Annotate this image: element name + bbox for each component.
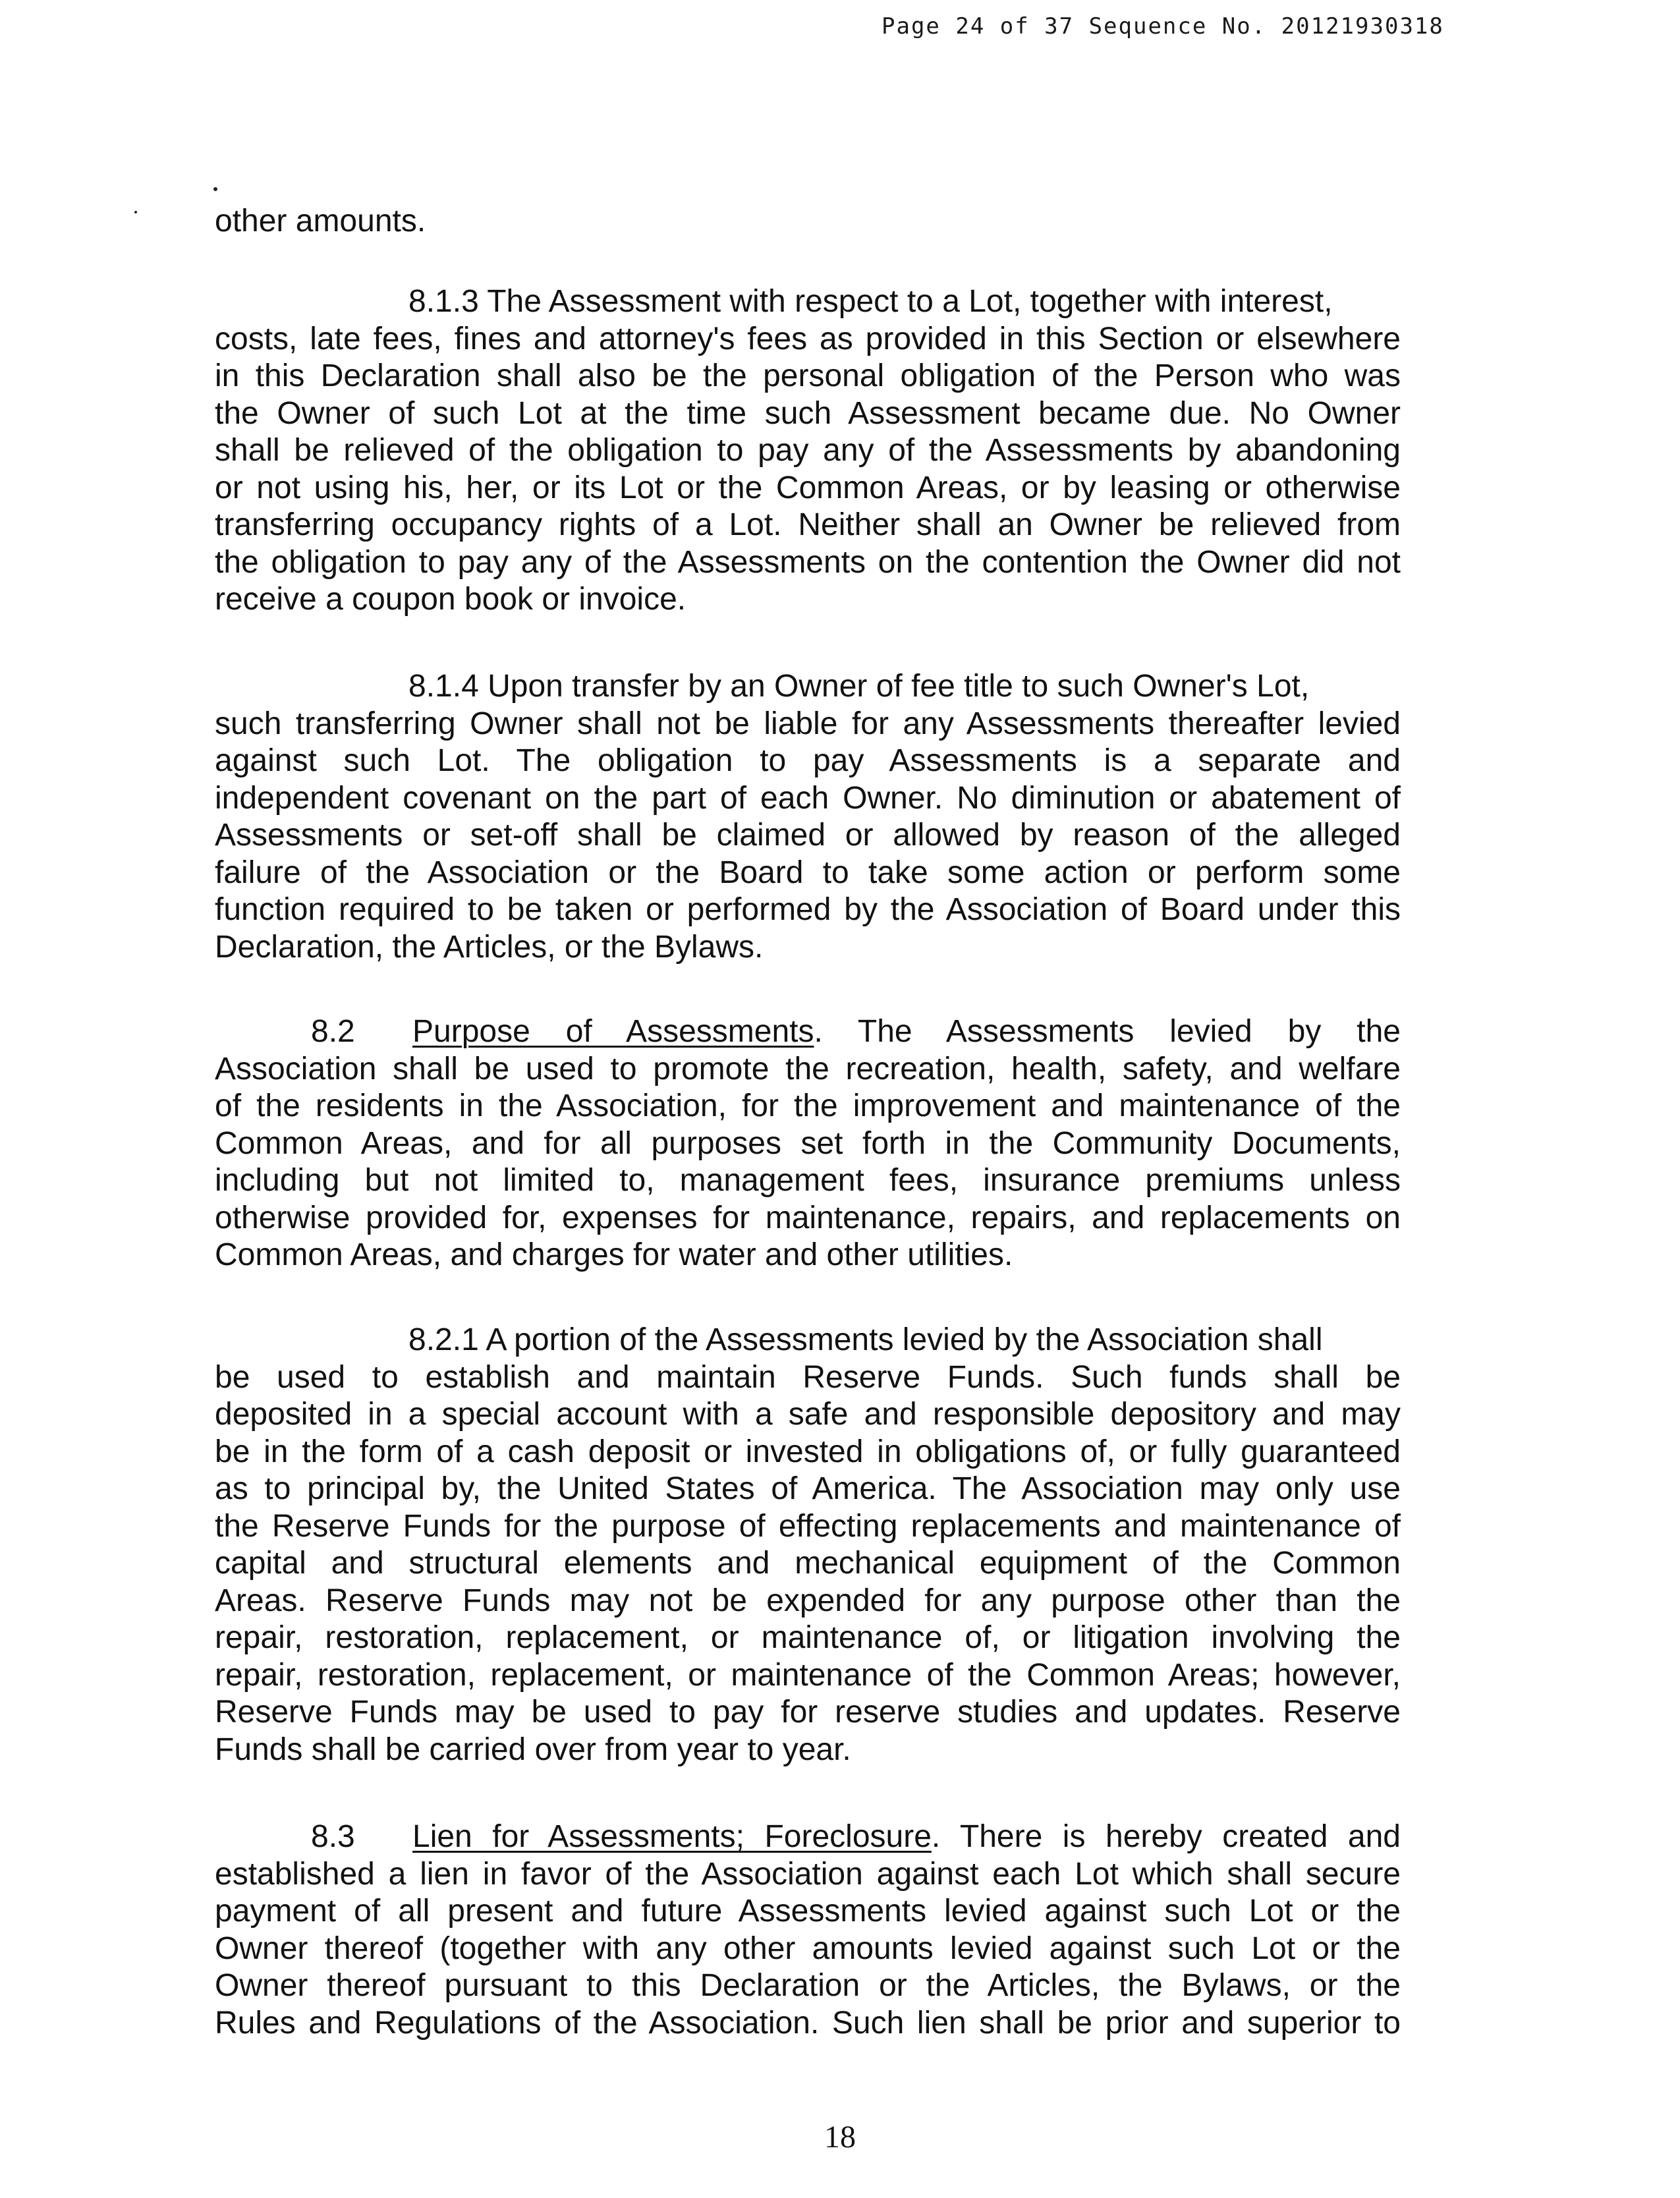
text-line: independent covenant on the part of each Owner. No diminution or abatement of — [215, 780, 1401, 816]
text-line: Areas. Reserve Funds may not be expended for any purpose other than the — [215, 1583, 1401, 1618]
text-line: capital and structural elements and mechanical equipment of the Common — [215, 1546, 1401, 1581]
text-line: including but not limited to, management fees, insurance premiums unless — [215, 1163, 1401, 1198]
section-8-3 — [215, 1818, 1401, 2042]
text-line: against such Lot. The obligation to pay Assessments is a separate and — [215, 743, 1401, 778]
page-number: 18 — [824, 2120, 856, 2155]
text-line: Funds shall be carried over from year to year. — [215, 1732, 851, 1767]
text-line: the obligation to pay any of the Assessments on the contention the Owner did not — [215, 544, 1401, 580]
text-line: the Owner of such Lot at the time such Assessment became due. No Owner — [215, 395, 1401, 431]
text-line: 8.2.1 A portion of the Assessments levied by the Association shall — [408, 1322, 1323, 1357]
paragraph-continuation — [215, 203, 1401, 240]
scan-speck — [213, 187, 217, 191]
text-line: Owner thereof (together with any other amounts levied against such Lot or the — [215, 1930, 1401, 1966]
text-line: failure of the Association or the Board to take some action or perform some — [215, 855, 1401, 890]
section-first-line-tail: . The Assessments levied by the — [814, 1014, 1401, 1049]
text-line: function required to be taken or performed by the Association of Board under this — [215, 892, 1401, 927]
text-line: Owner thereof pursuant to this Declaration or the Articles, the Bylaws, or the — [215, 1968, 1401, 2003]
text-line: Reserve Funds may be used to pay for reserve studies and updates. Reserve — [215, 1695, 1401, 1730]
text-line: be in the form of a cash deposit or invested in obligations of, or fully guaranteed — [215, 1434, 1401, 1469]
section-first-line — [215, 1013, 1401, 1051]
text-line: transferring occupancy rights of a Lot. Neither shall an Owner be relieved from — [215, 507, 1401, 542]
text-line: repair, restoration, replacement, or maintenance of, or litigation involving the — [215, 1620, 1401, 1655]
paragraph-8-1-3 — [215, 283, 1401, 619]
text-line: Rules and Regulations of the Association. Such lien shall be prior and superior to — [215, 2005, 1401, 2041]
paragraph-8-1-4 — [215, 668, 1401, 966]
text-line: established a lien in favor of the Association against each Lot which shall secure — [215, 1856, 1401, 1892]
text-line: Common Areas, and for all purposes set forth in the Community Documents, — [215, 1125, 1401, 1161]
section-first-line-tail: . There is hereby created and — [931, 1819, 1401, 1854]
text-line: Assessments or set-off shall be claimed or allowed by reason of the alleged — [215, 818, 1401, 853]
text-line: or not using his, her, or its Lot or the Common Areas, or by leasing or otherwise — [215, 470, 1401, 505]
text-line: as to principal by, the United States of America. The Association may only use — [215, 1471, 1401, 1506]
text-line: Common Areas, and charges for water and other utilities. — [215, 1237, 1013, 1272]
section-number: 8.2 — [311, 1014, 355, 1049]
text-line: the Reserve Funds for the purpose of effecting replacements and maintenance of — [215, 1508, 1401, 1544]
text-line: Declaration, the Articles, or the Bylaws. — [215, 929, 764, 965]
section-8-2 — [215, 1013, 1401, 1274]
text-line: receive a coupon book or invoice. — [215, 582, 686, 617]
text-line: otherwise provided for, expenses for maintenance, repairs, and replacements on — [215, 1200, 1401, 1235]
text-line: Association shall be used to promote the recreation, health, safety, and welfare — [215, 1051, 1401, 1086]
text-line: in this Declaration shall also be the personal obligation of the Person who was — [215, 358, 1401, 393]
text-line: costs, late fees, fines and attorney's fees as provided in this Section or elsewhere — [215, 321, 1401, 356]
text-line: 8.1.3 The Assessment with respect to a Lot, together with interest, — [408, 284, 1333, 319]
text-line: shall be relieved of the obligation to pay any of the Assessments by abandoning — [215, 433, 1401, 468]
text-line: such transferring Owner shall not be liable for any Assessments thereafter levied — [215, 706, 1401, 741]
paragraph-8-2-1 — [215, 1322, 1401, 1768]
text-line: other amounts. — [215, 204, 426, 239]
section-first-line — [215, 1818, 1401, 1856]
text-line: repair, restoration, replacement, or maintenance of the Common Areas; however, — [215, 1657, 1401, 1693]
text-line: be used to establish and maintain Reserve Funds. Such funds shall be — [215, 1359, 1401, 1395]
text-line: 8.1.4 Upon transfer by an Owner of fee title to such Owner's Lot, — [408, 669, 1310, 704]
scan-speck — [134, 211, 137, 213]
page-sequence-stamp: Page 24 of 37 Sequence No. 20121930318 — [882, 13, 1444, 40]
section-heading: Purpose of Assessments — [412, 1014, 814, 1049]
text-line: of the residents in the Association, for the improvement and maintenance of the — [215, 1088, 1401, 1123]
text-line: deposited in a special account with a safe and responsible depository and may — [215, 1397, 1401, 1432]
section-heading: Lien for Assessments; Foreclosure — [412, 1819, 932, 1854]
section-number: 8.3 — [311, 1819, 355, 1854]
text-line: payment of all present and future Assessments levied against such Lot or the — [215, 1894, 1401, 1929]
